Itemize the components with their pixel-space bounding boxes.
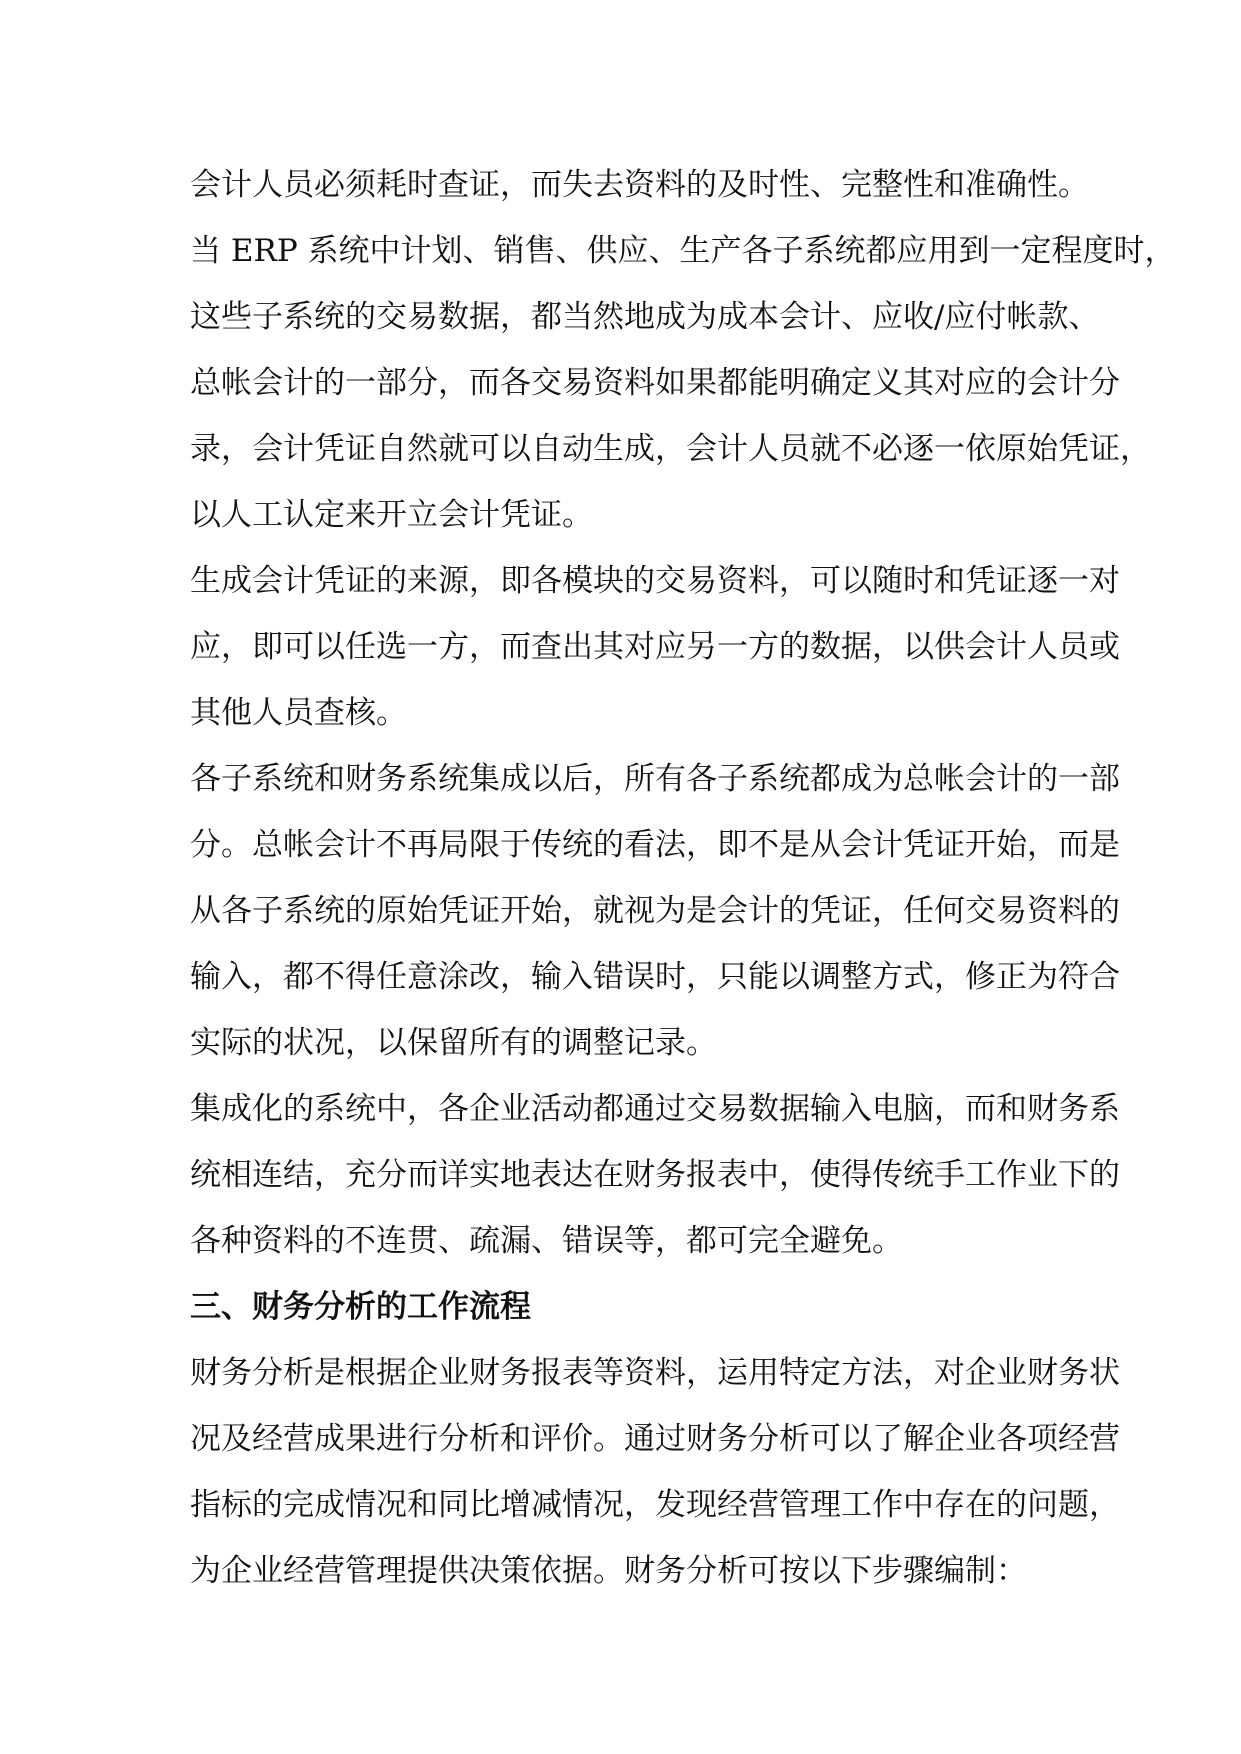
text-line: 各种资料的不连贯、疏漏、错误等，都可完全避免。 (190, 1223, 903, 1259)
text-line: 应，即可以任选一方，而查出其对应另一方的数据，以供会计人员或 (190, 629, 1120, 665)
section-heading: 三、财务分析的工作流程 (190, 1289, 531, 1325)
text-line: 会计人员必须耗时查证，而失去资料的及时性、完整性和准确性。 (190, 167, 1089, 203)
text-line: 统相连结，充分而详实地表达在财务报表中，使得传统手工作业下的 (190, 1157, 1120, 1193)
text-line: 输入，都不得任意涂改，输入错误时，只能以调整方式，修正为符合 (190, 959, 1120, 995)
text-line: 从各子系统的原始凭证开始，就视为是会计的凭证，任何交易资料的 (190, 893, 1120, 929)
text-line: 况及经营成果进行分析和评价。通过财务分析可以了解企业各项经营 (190, 1421, 1120, 1457)
text-line: 分。总帐会计不再局限于传统的看法，即不是从会计凭证开始，而是 (190, 827, 1120, 863)
text-line: 以人工认定来开立会计凭证。 (190, 497, 593, 533)
text-line: 录，会计凭证自然就可以自动生成，会计人员就不必逐一依原始凭证， (190, 431, 1151, 467)
text-line: 财务分析是根据企业财务报表等资料，运用特定方法，对企业财务状 (190, 1355, 1120, 1391)
text-line: 其他人员查核。 (190, 695, 407, 731)
text-line: 总帐会计的一部分，而各交易资料如果都能明确定义其对应的会计分 (190, 365, 1120, 401)
text-line: 这些子系统的交易数据，都当然地成为成本会计、应收/应付帐款、 (190, 299, 1100, 335)
text-line: 集成化的系统中，各企业活动都通过交易数据输入电脑，而和财务系 (190, 1091, 1120, 1127)
text-line: 生成会计凭证的来源，即各模块的交易资料，可以随时和凭证逐一对 (190, 563, 1120, 599)
text-line: 实际的状况，以保留所有的调整记录。 (190, 1025, 717, 1061)
text-line: 各子系统和财务系统集成以后，所有各子系统都成为总帐会计的一部 (190, 761, 1120, 797)
document-body (190, 152, 1176, 1604)
text-line: 指标的完成情况和同比增减情况，发现经营管理工作中存在的问题， (190, 1487, 1120, 1523)
text-line: 为企业经营管理提供决策依据。财务分析可按以下步骤编制： (190, 1553, 1027, 1589)
text-line: 当 ERP 系统中计划、销售、供应、生产各子系统都应用到一定程度时， (190, 233, 1176, 269)
